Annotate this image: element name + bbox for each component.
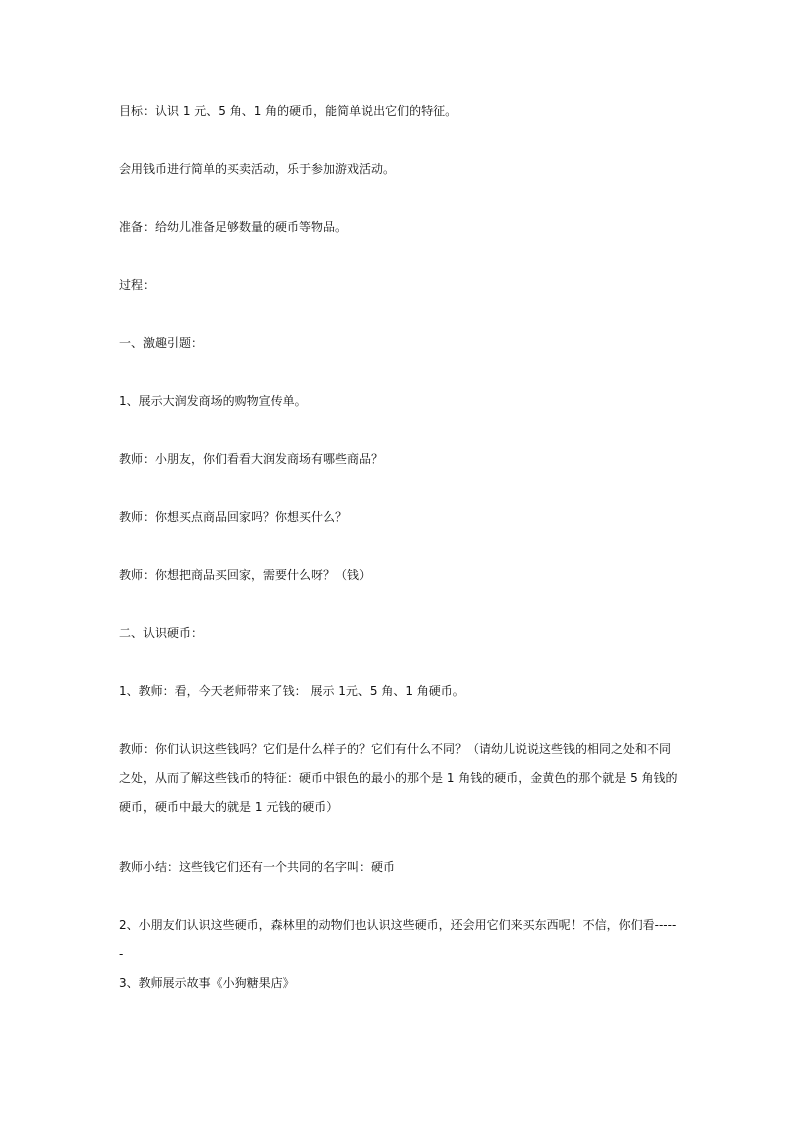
preparation-paragraph: 准备：给幼儿准备足够数量的硬币等物品。: [119, 220, 348, 234]
section-heading-2: 二、认识硬币：: [119, 626, 204, 640]
paragraph-step-2-3: 3、教师展示故事《小狗糖果店》: [119, 976, 295, 990]
teacher-summary: 教师小结：这些钱它们还有一个共同的名字叫：硬币: [119, 860, 396, 874]
goal-paragraph: 目标：认识 1 元、5 角、1 角的硬币，能简单说出它们的特征。: [119, 104, 458, 118]
teacher-line-1: 教师：小朋友，你们看看大润发商场有哪些商品？: [119, 452, 384, 466]
paragraph-step-2-1: 1、教师：看，今天老师带来了钱： 展示 1元、5 角、1 角硬币。: [119, 684, 465, 698]
process-heading: 过程：: [119, 278, 156, 292]
paragraph-step-1: 1、展示大润发商场的购物宣传单。: [119, 394, 307, 408]
section-heading-1: 一、激趣引题：: [119, 336, 204, 350]
goal-paragraph-2: 会用钱币进行简单的买卖活动，乐于参加游戏活动。: [119, 162, 396, 176]
teacher-line-2: 教师：你想买点商品回家吗？你想买什么？: [119, 510, 348, 524]
teacher-question-paragraph: 教师：你们认识这些钱吗？它们是什么样子的？它们有什么不同？（请幼儿说说这些钱的相同之处和不同之处，从而了解这些钱币的特征：硬币中银色的最小的那个是 1 角钱的硬币，金黄色的那个就是 5 角钱的硬币，硬币中最大的就是 1 元钱的硬币）: [119, 742, 678, 814]
paragraph-step-2-2: 2、小朋友们认识这些硬币，森林里的动物们也认识这些硬币，还会用它们来买东西呢！不信，你们看------: [119, 918, 677, 961]
teacher-line-3: 教师：你想把商品买回家，需要什么呀？（钱）: [119, 568, 372, 582]
